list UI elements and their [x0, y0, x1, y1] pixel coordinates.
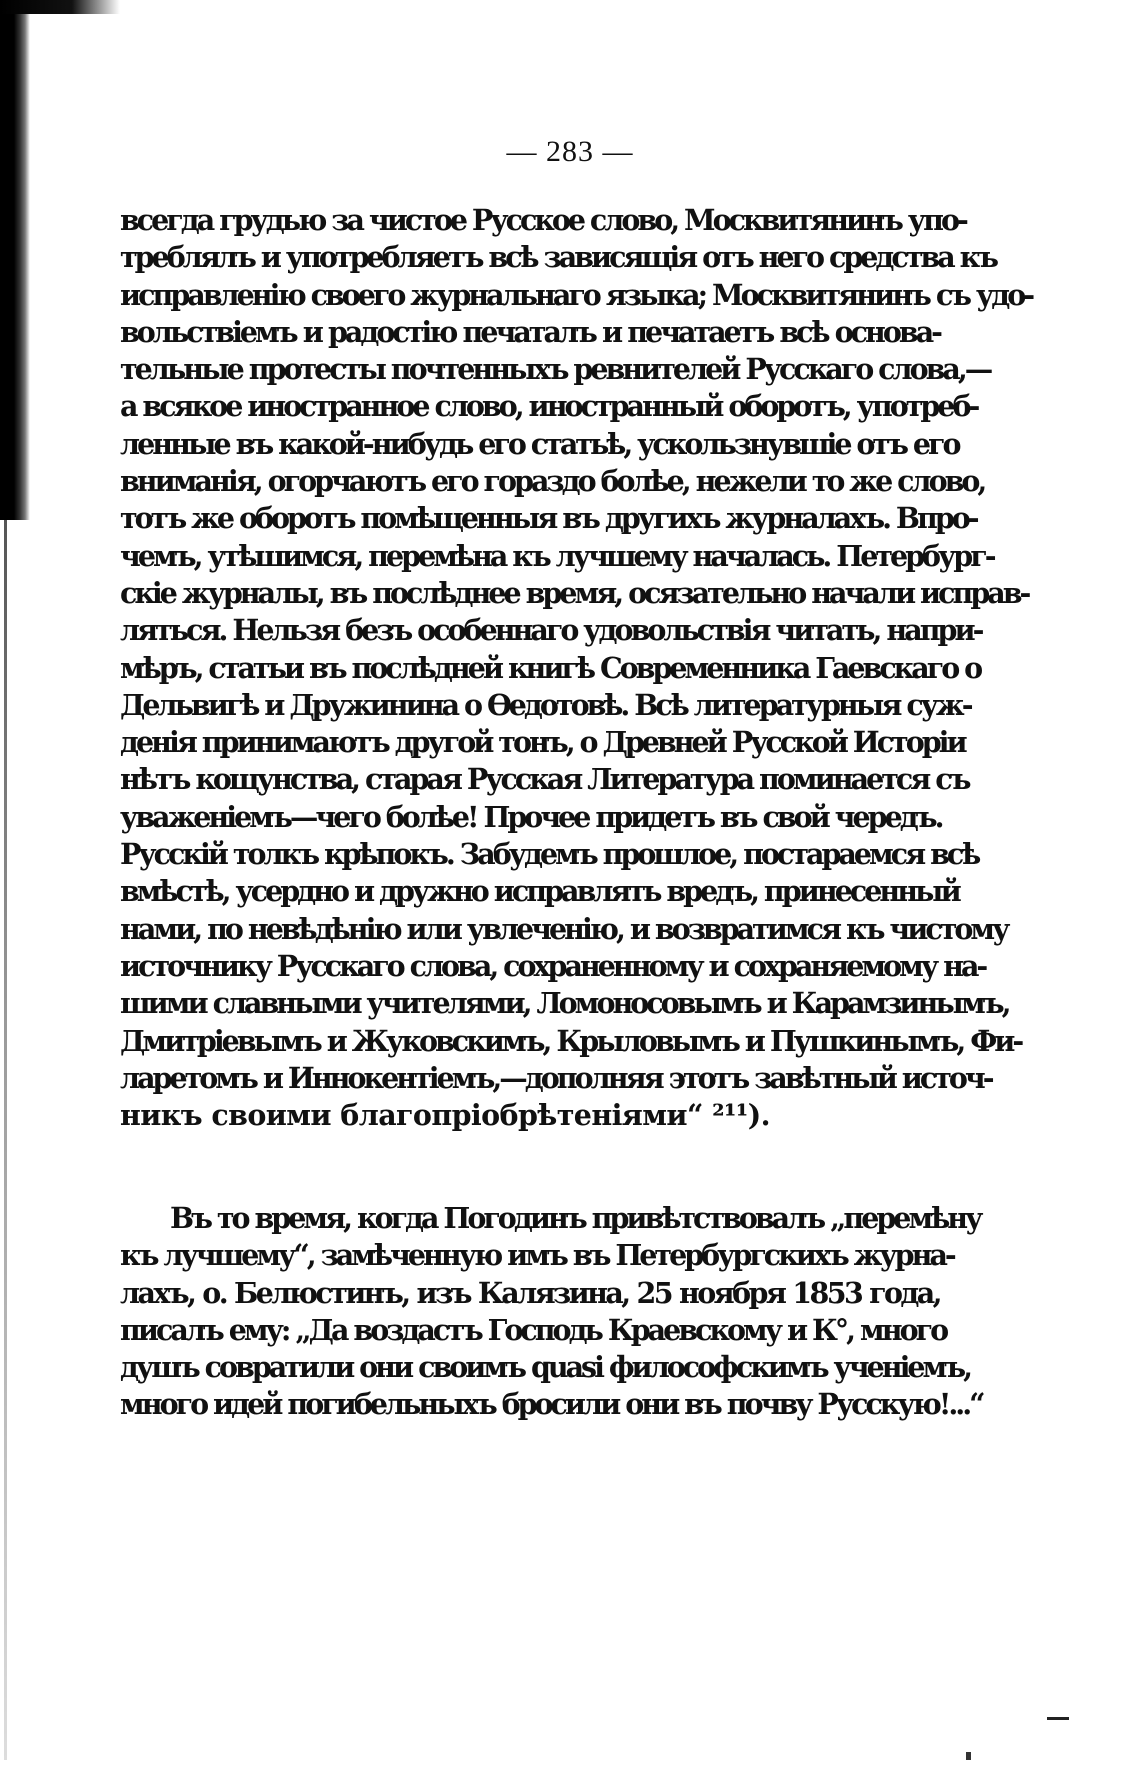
text-line: тотъ же оборотъ помѣщенныя въ другихъ журналахъ. Впро- [120, 501, 977, 536]
text-line: къ лучшему“, замѣченную имъ въ Петербургскихъ журна- [120, 1238, 954, 1273]
scan-edge-top-shadow [0, 0, 120, 14]
scan-dot [966, 1752, 971, 1760]
text-line: лахъ, о. Белюстинъ, изъ Калязина, 25 ноября 1853 года, [120, 1275, 940, 1310]
text-line: всегда грудью за чистое Русское слово, Москвитянинъ упо- [120, 203, 966, 237]
text-line: исправленію своего журнальнаго языка; Москвитянинъ съ удо- [120, 277, 1033, 312]
text-line: тельные протесты почтенныхъ ревнителей Русскаго слова,— [120, 352, 991, 387]
text-line: денія принимаютъ другой тонъ, о Древней Русской Исторіи [120, 725, 965, 760]
text-line: треблялъ и употребляетъ всѣ зависящія отъ него средства къ [120, 240, 997, 275]
text-line: мѣръ, статьи въ послѣдней книгѣ Современника Гаевскаго о [120, 650, 981, 685]
text-line: никъ своими благопріобрѣтеніями“ ²¹¹). [120, 1098, 770, 1133]
text-line: душъ совратили они своимъ quasi философскимъ ученіемъ, [120, 1350, 971, 1385]
text-line: Дельвигѣ и Дружинина о Ѳедотовѣ. Всѣ литературныя суж- [120, 687, 971, 722]
text-line: вниманія, огорчаютъ его гораздо болѣе, нежели то же слово, [120, 464, 985, 499]
text-line: ляться. Нельзя безъ особеннаго удовольствія читать, напри- [120, 613, 982, 648]
text-line: уваженіемъ—чего болѣе! Прочее придетъ въ свой чередъ. [120, 799, 942, 834]
text-line: нами, по невѣдѣнію или увлеченію, и возвратимся къ чистому [120, 911, 1008, 946]
text-line: Русскій толкъ крѣпокъ. Забудемъ прошлое, постараемся всѣ [120, 837, 979, 872]
scan-edge-shadow [0, 0, 30, 520]
text-line: а всякое иностранное слово, иностранный оборотъ, употреб- [120, 389, 978, 424]
text-line: нѣтъ кощунства, старая Русская Литература поминается съ [120, 762, 969, 797]
text-line: скіе журналы, въ послѣднее время, осязательно начали исправ- [120, 575, 1029, 610]
paragraph-2 [120, 1200, 983, 1424]
text-line: ларетомъ и Иннокентіемъ,—дополняя этотъ завѣтный источ- [120, 1060, 992, 1095]
scan-mark [1047, 1717, 1069, 1720]
text-line: много идей погибельныхъ бросили они въ почву Русскую!...“ [120, 1387, 983, 1422]
text-line: Въ то время, когда Погодинъ привѣтствовалъ „перемѣну [170, 1201, 981, 1235]
text-line: Дмитріевымъ и Жуковскимъ, Крыловымъ и Пушкинымъ, Фи- [120, 1023, 1022, 1058]
text-line: вольствіемъ и радостію печаталъ и печатаетъ всѣ основа- [120, 314, 940, 349]
text-line: вмѣстѣ, усердно и дружно исправлять вредъ, принесенный [120, 874, 959, 909]
text-line: источнику Русскаго слова, сохраненному и сохраняемому на- [120, 948, 986, 983]
page-number: — 283 — [506, 135, 634, 168]
text-line: ленные въ какой-нибудь его статьѣ, ускользнувшіе отъ его [120, 426, 959, 461]
scan-edge-lower-shadow [4, 520, 7, 1760]
text-line: шими славными учителями, Ломоносовымъ и Карамзинымъ, [120, 986, 1009, 1021]
text-line: писалъ ему: „Да воздастъ Господь Краевскому и К°, много [120, 1312, 947, 1347]
paragraph-1 [120, 202, 1033, 1134]
text-line: чемъ, утѣшимся, перемѣна къ лучшему началась. Петербург- [120, 538, 994, 573]
